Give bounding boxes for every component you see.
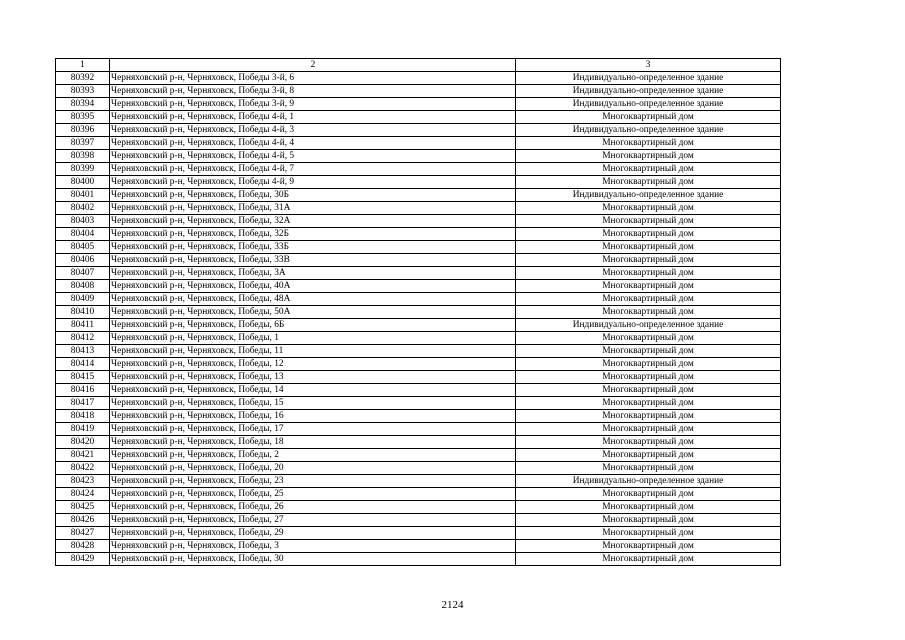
row-address-cell: Черняховский р-н, Черняховск, Победы, 26 <box>110 501 516 514</box>
row-type-cell: Многоквартирный дом <box>516 176 781 189</box>
row-address-cell: Черняховский р-н, Черняховск, Победы 4-й, 9 <box>110 176 516 189</box>
row-type-cell: Индивидуально-определенное здание <box>516 85 781 98</box>
row-address-cell: Черняховский р-н, Черняховск, Победы, 20 <box>110 462 516 475</box>
row-id-cell: 80406 <box>56 254 110 267</box>
row-type-cell: Многоквартирный дом <box>516 410 781 423</box>
row-id-cell: 80403 <box>56 215 110 228</box>
row-id-cell: 80423 <box>56 475 110 488</box>
row-id-cell: 80408 <box>56 280 110 293</box>
table-row <box>56 98 781 111</box>
row-id-cell: 80394 <box>56 98 110 111</box>
table-row <box>56 176 781 189</box>
row-type-cell: Многоквартирный дом <box>516 449 781 462</box>
row-address-cell: Черняховский р-н, Черняховск, Победы, 40А <box>110 280 516 293</box>
row-address-cell: Черняховский р-н, Черняховск, Победы, 33В <box>110 254 516 267</box>
row-address-cell: Черняховский р-н, Черняховск, Победы, 18 <box>110 436 516 449</box>
table-row <box>56 384 781 397</box>
row-address-cell: Черняховский р-н, Черняховск, Победы, 27 <box>110 514 516 527</box>
row-id-cell: 80427 <box>56 527 110 540</box>
row-id-cell: 80418 <box>56 410 110 423</box>
row-id-cell: 80421 <box>56 449 110 462</box>
row-address-cell: Черняховский р-н, Черняховск, Победы, 13 <box>110 371 516 384</box>
row-type-cell: Многоквартирный дом <box>516 345 781 358</box>
row-address-cell: Черняховский р-н, Черняховск, Победы, 12 <box>110 358 516 371</box>
table-row <box>56 202 781 215</box>
row-id-cell: 80422 <box>56 462 110 475</box>
row-type-cell: Многоквартирный дом <box>516 488 781 501</box>
table-row <box>56 241 781 254</box>
row-type-cell: Многоквартирный дом <box>516 527 781 540</box>
row-id-cell: 80401 <box>56 189 110 202</box>
row-address-cell: Черняховский р-н, Черняховск, Победы 4-й, 5 <box>110 150 516 163</box>
row-address-cell: Черняховский р-н, Черняховск, Победы 4-й, 4 <box>110 137 516 150</box>
row-id-cell: 80395 <box>56 111 110 124</box>
table-row <box>56 423 781 436</box>
row-address-cell: Черняховский р-н, Черняховск, Победы, 3А <box>110 267 516 280</box>
table-row <box>56 254 781 267</box>
table-row <box>56 85 781 98</box>
row-id-cell: 80417 <box>56 397 110 410</box>
row-type-cell: Многоквартирный дом <box>516 384 781 397</box>
row-type-cell: Многоквартирный дом <box>516 371 781 384</box>
row-type-cell: Многоквартирный дом <box>516 280 781 293</box>
table-row <box>56 488 781 501</box>
row-type-cell: Многоквартирный дом <box>516 228 781 241</box>
row-type-cell: Многоквартирный дом <box>516 436 781 449</box>
registry-table <box>55 58 781 566</box>
row-id-cell: 80411 <box>56 319 110 332</box>
row-type-cell: Индивидуально-определенное здание <box>516 124 781 137</box>
row-address-cell: Черняховский р-н, Черняховск, Победы, 32Б <box>110 228 516 241</box>
row-id-cell: 80413 <box>56 345 110 358</box>
row-type-cell: Многоквартирный дом <box>516 514 781 527</box>
row-type-cell: Многоквартирный дом <box>516 202 781 215</box>
row-type-cell: Многоквартирный дом <box>516 254 781 267</box>
row-id-cell: 80399 <box>56 163 110 176</box>
row-address-cell: Черняховский р-н, Черняховск, Победы, 30Б <box>110 189 516 202</box>
row-address-cell: Черняховский р-н, Черняховск, Победы, 29 <box>110 527 516 540</box>
row-id-cell: 80410 <box>56 306 110 319</box>
row-type-cell: Многоквартирный дом <box>516 540 781 553</box>
row-address-cell: Черняховский р-н, Черняховск, Победы 3-й, 9 <box>110 98 516 111</box>
table-row <box>56 306 781 319</box>
row-address-cell: Черняховский р-н, Черняховск, Победы, 2 <box>110 449 516 462</box>
row-id-cell: 80409 <box>56 293 110 306</box>
table-row <box>56 267 781 280</box>
row-type-cell: Многоквартирный дом <box>516 553 781 566</box>
table-row <box>56 345 781 358</box>
row-type-cell: Многоквартирный дом <box>516 332 781 345</box>
column-number-1: 1 <box>56 59 110 72</box>
row-address-cell: Черняховский р-н, Черняховск, Победы, 11 <box>110 345 516 358</box>
registry-table-body <box>56 59 781 566</box>
row-address-cell: Черняховский р-н, Черняховск, Победы 3-й, 6 <box>110 72 516 85</box>
row-id-cell: 80425 <box>56 501 110 514</box>
table-row <box>56 553 781 566</box>
table-row <box>56 228 781 241</box>
row-id-cell: 80424 <box>56 488 110 501</box>
table-row <box>56 449 781 462</box>
table-row <box>56 436 781 449</box>
table-row <box>56 501 781 514</box>
row-id-cell: 80415 <box>56 371 110 384</box>
row-type-cell: Многоквартирный дом <box>516 163 781 176</box>
row-type-cell: Индивидуально-определенное здание <box>516 475 781 488</box>
row-address-cell: Черняховский р-н, Черняховск, Победы, 48А <box>110 293 516 306</box>
row-type-cell: Многоквартирный дом <box>516 423 781 436</box>
column-number-2: 2 <box>110 59 516 72</box>
row-type-cell: Многоквартирный дом <box>516 267 781 280</box>
table-row <box>56 319 781 332</box>
row-id-cell: 80397 <box>56 137 110 150</box>
row-address-cell: Черняховский р-н, Черняховск, Победы, 33Б <box>110 241 516 254</box>
table-row <box>56 332 781 345</box>
row-type-cell: Многоквартирный дом <box>516 215 781 228</box>
row-type-cell: Многоквартирный дом <box>516 111 781 124</box>
row-type-cell: Многоквартирный дом <box>516 397 781 410</box>
row-address-cell: Черняховский р-н, Черняховск, Победы, 32А <box>110 215 516 228</box>
table-row <box>56 410 781 423</box>
row-id-cell: 80392 <box>56 72 110 85</box>
row-address-cell: Черняховский р-н, Черняховск, Победы, 3 <box>110 540 516 553</box>
row-type-cell: Индивидуально-определенное здание <box>516 72 781 85</box>
row-type-cell: Многоквартирный дом <box>516 241 781 254</box>
row-id-cell: 80404 <box>56 228 110 241</box>
table-row <box>56 358 781 371</box>
row-address-cell: Черняховский р-н, Черняховск, Победы, 15 <box>110 397 516 410</box>
table-row <box>56 293 781 306</box>
row-address-cell: Черняховский р-н, Черняховск, Победы, 16 <box>110 410 516 423</box>
row-type-cell: Многоквартирный дом <box>516 306 781 319</box>
table-row <box>56 111 781 124</box>
row-id-cell: 80405 <box>56 241 110 254</box>
row-id-cell: 80426 <box>56 514 110 527</box>
row-id-cell: 80420 <box>56 436 110 449</box>
row-type-cell: Индивидуально-определенное здание <box>516 98 781 111</box>
table-row <box>56 462 781 475</box>
row-address-cell: Черняховский р-н, Черняховск, Победы, 23 <box>110 475 516 488</box>
column-number-row <box>56 59 781 72</box>
row-type-cell: Многоквартирный дом <box>516 150 781 163</box>
row-id-cell: 80393 <box>56 85 110 98</box>
row-type-cell: Многоквартирный дом <box>516 358 781 371</box>
row-address-cell: Черняховский р-н, Черняховск, Победы, 30 <box>110 553 516 566</box>
row-id-cell: 80412 <box>56 332 110 345</box>
row-type-cell: Многоквартирный дом <box>516 462 781 475</box>
row-id-cell: 80402 <box>56 202 110 215</box>
column-number-3: 3 <box>516 59 781 72</box>
row-address-cell: Черняховский р-н, Черняховск, Победы 4-й, 7 <box>110 163 516 176</box>
page-number: 2124 <box>441 599 464 611</box>
table-row <box>56 397 781 410</box>
row-address-cell: Черняховский р-н, Черняховск, Победы, 6Б <box>110 319 516 332</box>
table-row <box>56 475 781 488</box>
row-address-cell: Черняховский р-н, Черняховск, Победы, 31А <box>110 202 516 215</box>
table-row <box>56 137 781 150</box>
row-id-cell: 80429 <box>56 553 110 566</box>
table-row <box>56 540 781 553</box>
row-address-cell: Черняховский р-н, Черняховск, Победы 3-й, 8 <box>110 85 516 98</box>
table-row <box>56 215 781 228</box>
row-id-cell: 80428 <box>56 540 110 553</box>
row-id-cell: 80400 <box>56 176 110 189</box>
row-address-cell: Черняховский р-н, Черняховск, Победы 4-й, 1 <box>110 111 516 124</box>
row-address-cell: Черняховский р-н, Черняховск, Победы, 1 <box>110 332 516 345</box>
row-address-cell: Черняховский р-н, Черняховск, Победы, 14 <box>110 384 516 397</box>
row-id-cell: 80398 <box>56 150 110 163</box>
row-type-cell: Многоквартирный дом <box>516 137 781 150</box>
table-row <box>56 280 781 293</box>
row-type-cell: Индивидуально-определенное здание <box>516 319 781 332</box>
table-row <box>56 514 781 527</box>
row-address-cell: Черняховский р-н, Черняховск, Победы, 25 <box>110 488 516 501</box>
row-address-cell: Черняховский р-н, Черняховск, Победы, 50А <box>110 306 516 319</box>
row-address-cell: Черняховский р-н, Черняховск, Победы, 17 <box>110 423 516 436</box>
table-row <box>56 150 781 163</box>
row-type-cell: Многоквартирный дом <box>516 501 781 514</box>
row-type-cell: Многоквартирный дом <box>516 293 781 306</box>
row-type-cell: Индивидуально-определенное здание <box>516 189 781 202</box>
row-id-cell: 80407 <box>56 267 110 280</box>
row-id-cell: 80396 <box>56 124 110 137</box>
row-id-cell: 80416 <box>56 384 110 397</box>
table-row <box>56 124 781 137</box>
table-row <box>56 371 781 384</box>
table-row <box>56 163 781 176</box>
table-row <box>56 527 781 540</box>
table-row <box>56 189 781 202</box>
row-id-cell: 80414 <box>56 358 110 371</box>
table-row <box>56 72 781 85</box>
row-address-cell: Черняховский р-н, Черняховск, Победы 4-й, 3 <box>110 124 516 137</box>
row-id-cell: 80419 <box>56 423 110 436</box>
